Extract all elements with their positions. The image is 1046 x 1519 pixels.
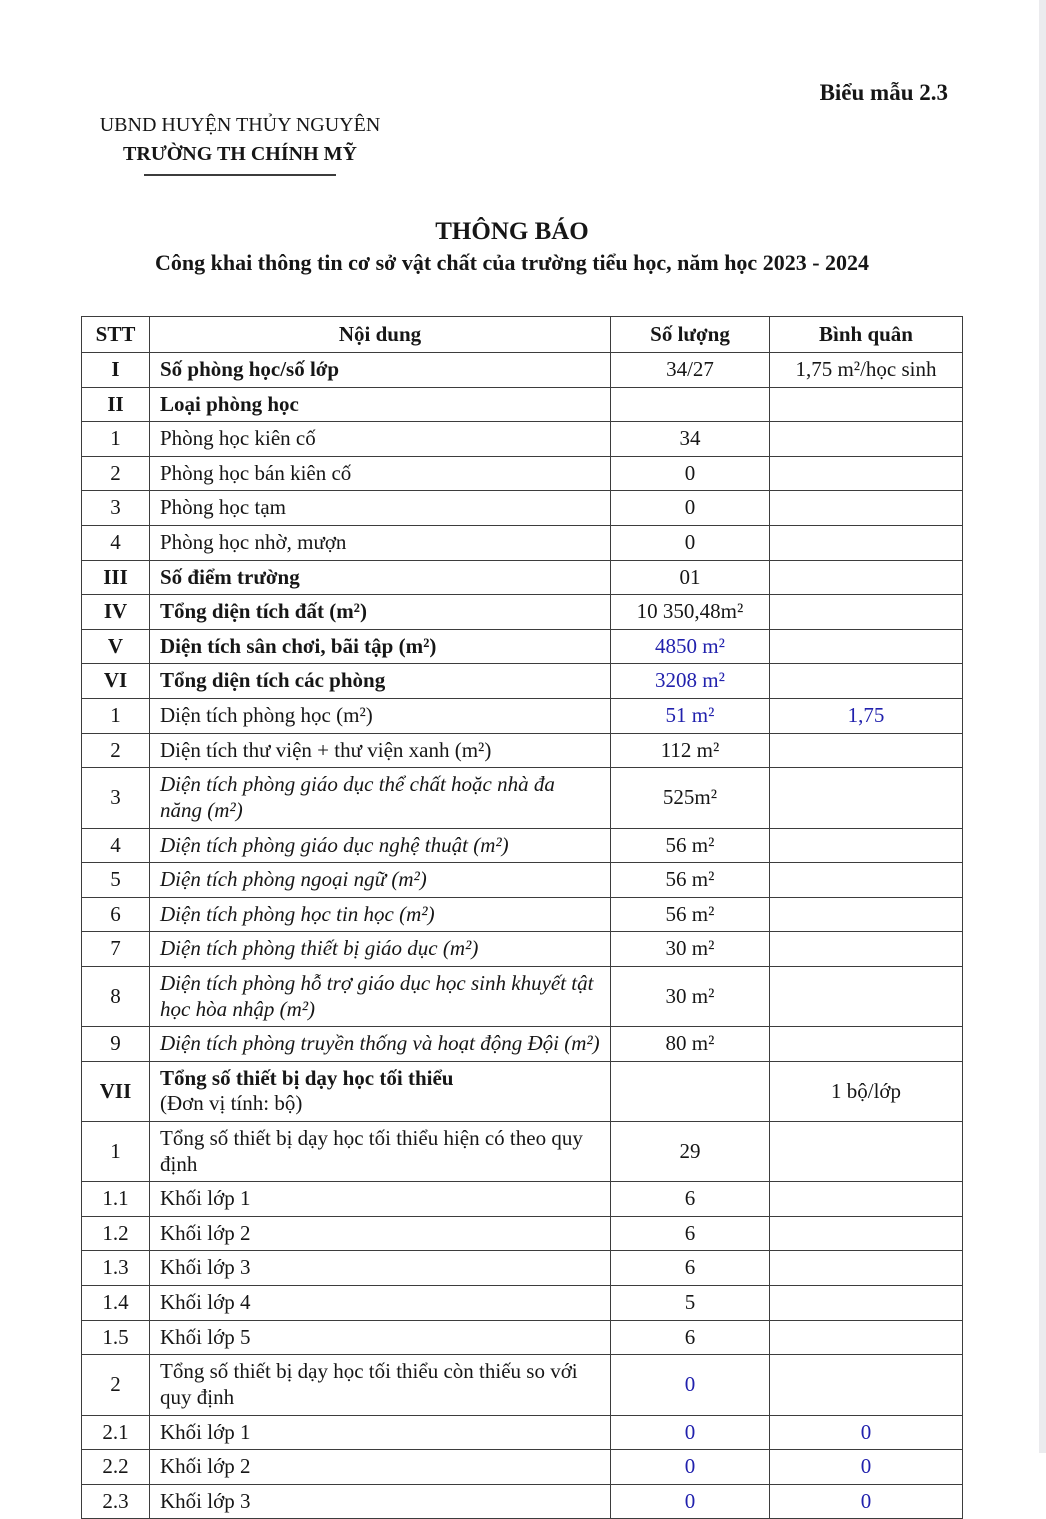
cell-average [770,1027,963,1062]
cell-average [770,1355,963,1415]
form-label: Biểu mẫu 2.3 [819,80,948,105]
cell-content: Diện tích phòng thiết bị giáo dục (m²) [150,932,611,967]
cell-average: 1 bộ/lớp [770,1061,963,1121]
cell-stt: 1 [82,1122,150,1182]
org-name-line1: UBND HUYỆN THỦY NGUYÊN [99,114,381,136]
table-row [82,1122,963,1182]
table-row [82,1450,963,1485]
cell-average [770,422,963,457]
cell-stt: 1 [82,699,150,734]
table-row [82,1286,963,1321]
cell-quantity: 29 [611,1122,770,1182]
table-row [82,897,963,932]
table-row [82,1027,963,1062]
cell-content: Diện tích sân chơi, bãi tập (m²) [150,629,611,664]
cell-stt: 4 [82,828,150,863]
cell-content: Diện tích phòng truyền thống và hoạt động Đội (m²) [150,1027,611,1062]
cell-average [770,966,963,1026]
cell-content: Diện tích phòng giáo dục thể chất hoặc nhà đa năng (m²) [150,768,611,828]
cell-stt: 2 [82,1355,150,1415]
table-row [82,664,963,699]
table-row [82,629,963,664]
cell-stt: 1.5 [82,1320,150,1355]
cell-quantity: 4850 m² [611,629,770,664]
cell-quantity: 0 [611,1484,770,1519]
cell-content: Tổng diện tích các phòng [150,664,611,699]
cell-quantity: 0 [611,456,770,491]
cell-quantity: 56 m² [611,828,770,863]
cell-stt: VI [82,664,150,699]
cell-quantity: 0 [611,1355,770,1415]
cell-content: Khối lớp 2 [150,1450,611,1485]
cell-quantity: 6 [611,1216,770,1251]
cell-average [770,897,963,932]
table-row [82,1415,963,1450]
table-row [82,387,963,422]
cell-stt: 2.3 [82,1484,150,1519]
cell-content: Diện tích phòng ngoại ngữ (m²) [150,863,611,898]
table-row [82,1355,963,1415]
cell-stt: 5 [82,863,150,898]
cell-average [770,863,963,898]
cell-stt: V [82,629,150,664]
cell-quantity: 5 [611,1286,770,1321]
cell-content: Diện tích phòng giáo dục nghệ thuật (m²) [150,828,611,863]
cell-content: Phòng học tạm [150,491,611,526]
cell-quantity: 0 [611,1415,770,1450]
table-row [82,1251,963,1286]
cell-quantity: 0 [611,1450,770,1485]
cell-average: 0 [770,1484,963,1519]
cell-content: Tổng số thiết bị dạy học tối thiểu còn thiếu so với quy định [150,1355,611,1415]
cell-content: Số điểm trường [150,560,611,595]
table-row [82,1320,963,1355]
cell-quantity: 51 m² [611,699,770,734]
cell-stt: 1.2 [82,1216,150,1251]
cell-content: Khối lớp 1 [150,1415,611,1450]
table-row [82,456,963,491]
cell-content: Số phòng học/số lớp [150,353,611,388]
col-header-content: Nội dung [150,317,611,353]
cell-content: Diện tích thư viện + thư viện xanh (m²) [150,733,611,768]
cell-stt: 1.1 [82,1182,150,1217]
cell-stt: 2.1 [82,1415,150,1450]
cell-stt: 2 [82,733,150,768]
cell-quantity: 56 m² [611,897,770,932]
table-row [82,733,963,768]
table-row [82,1484,963,1519]
cell-average [770,733,963,768]
cell-quantity: 112 m² [611,733,770,768]
table-row [82,932,963,967]
cell-stt: 4 [82,526,150,561]
cell-quantity: 6 [611,1182,770,1217]
cell-quantity: 0 [611,491,770,526]
cell-content [150,1061,611,1121]
cell-average: 0 [770,1415,963,1450]
table-row [82,863,963,898]
cell-average [770,629,963,664]
col-header-quantity: Số lượng [611,317,770,353]
cell-stt: 3 [82,768,150,828]
cell-content: Loại phòng học [150,387,611,422]
cell-quantity: 34/27 [611,353,770,388]
cell-average [770,1286,963,1321]
cell-average [770,595,963,630]
table-row [82,1061,963,1121]
cell-average [770,664,963,699]
table-body [82,353,963,1519]
cell-content: Phòng học kiên cố [150,422,611,457]
cell-stt: 2 [82,456,150,491]
cell-stt: 1 [82,422,150,457]
cell-stt: I [82,353,150,388]
cell-content: Khối lớp 2 [150,1216,611,1251]
cell-average [770,768,963,828]
cell-stt: 3 [82,491,150,526]
cell-stt: 7 [82,932,150,967]
cell-content: Diện tích phòng học (m²) [150,699,611,734]
cell-quantity: 80 m² [611,1027,770,1062]
cell-quantity: 3208 m² [611,664,770,699]
cell-content: Khối lớp 3 [150,1251,611,1286]
cell-average [770,1320,963,1355]
document-subtitle: Công khai thông tin cơ sở vật chất của trường tiểu học, năm học 2023 - 2024 [154,250,870,275]
table-row [82,1182,963,1217]
cell-average: 0 [770,1450,963,1485]
cell-average [770,1182,963,1217]
table-row [82,526,963,561]
cell-content-note: (Đơn vị tính: bộ) [160,1091,303,1116]
table-row [82,1216,963,1251]
cell-content: Khối lớp 1 [150,1182,611,1217]
cell-content: Khối lớp 5 [150,1320,611,1355]
cell-stt: 2.2 [82,1450,150,1485]
table-header-row [82,317,963,353]
cell-average [770,491,963,526]
cell-stt: VII [82,1061,150,1121]
table-row [82,828,963,863]
cell-stt: III [82,560,150,595]
cell-average [770,932,963,967]
cell-average [770,1122,963,1182]
cell-content: Tổng số thiết bị dạy học tối thiểu hiện có theo quy định [150,1122,611,1182]
cell-quantity: 30 m² [611,932,770,967]
table-row [82,595,963,630]
cell-stt: 1.4 [82,1286,150,1321]
cell-quantity: 01 [611,560,770,595]
table-row [82,699,963,734]
cell-quantity: 0 [611,526,770,561]
cell-quantity [611,1061,770,1121]
cell-content: Diện tích phòng hỗ trợ giáo dục học sinh khuyết tật học hòa nhập (m²) [150,966,611,1026]
cell-average [770,526,963,561]
cell-average [770,387,963,422]
cell-quantity: 6 [611,1251,770,1286]
col-header-average: Bình quân [770,317,963,353]
cell-quantity: 10 350,48m² [611,595,770,630]
cell-content-main: Tổng số thiết bị dạy học tối thiểu [160,1065,454,1090]
facilities-table [81,316,963,1519]
cell-content: Tổng diện tích đất (m²) [150,595,611,630]
cell-content: Diện tích phòng học tin học (m²) [150,897,611,932]
cell-stt: 6 [82,897,150,932]
table-row [82,768,963,828]
table-row [82,422,963,457]
org-underline [144,174,336,176]
cell-content: Khối lớp 3 [150,1484,611,1519]
cell-average: 1,75 m²/học sinh [770,353,963,388]
cell-quantity: 6 [611,1320,770,1355]
cell-average: 1,75 [770,699,963,734]
org-header-block [78,112,402,176]
table-row [82,353,963,388]
scan-edge-strip [1039,0,1046,1453]
cell-quantity: 56 m² [611,863,770,898]
cell-stt: 8 [82,966,150,1026]
cell-content: Phòng học bán kiên cố [150,456,611,491]
cell-quantity: 34 [611,422,770,457]
cell-quantity: 525m² [611,768,770,828]
table-row [82,966,963,1026]
document-title: THÔNG BÁO [435,218,589,245]
cell-average [770,560,963,595]
org-name-line2: TRƯỜNG TH CHÍNH MỸ [123,143,357,165]
cell-content: Khối lớp 4 [150,1286,611,1321]
cell-quantity [611,387,770,422]
cell-stt: 1.3 [82,1251,150,1286]
cell-stt: II [82,387,150,422]
cell-content: Phòng học nhờ, mượn [150,526,611,561]
table-row [82,560,963,595]
cell-average [770,456,963,491]
cell-average [770,1216,963,1251]
cell-average [770,828,963,863]
cell-stt: 9 [82,1027,150,1062]
table-row [82,491,963,526]
cell-average [770,1251,963,1286]
cell-stt: IV [82,595,150,630]
cell-quantity: 30 m² [611,966,770,1026]
col-header-stt: STT [82,317,150,353]
